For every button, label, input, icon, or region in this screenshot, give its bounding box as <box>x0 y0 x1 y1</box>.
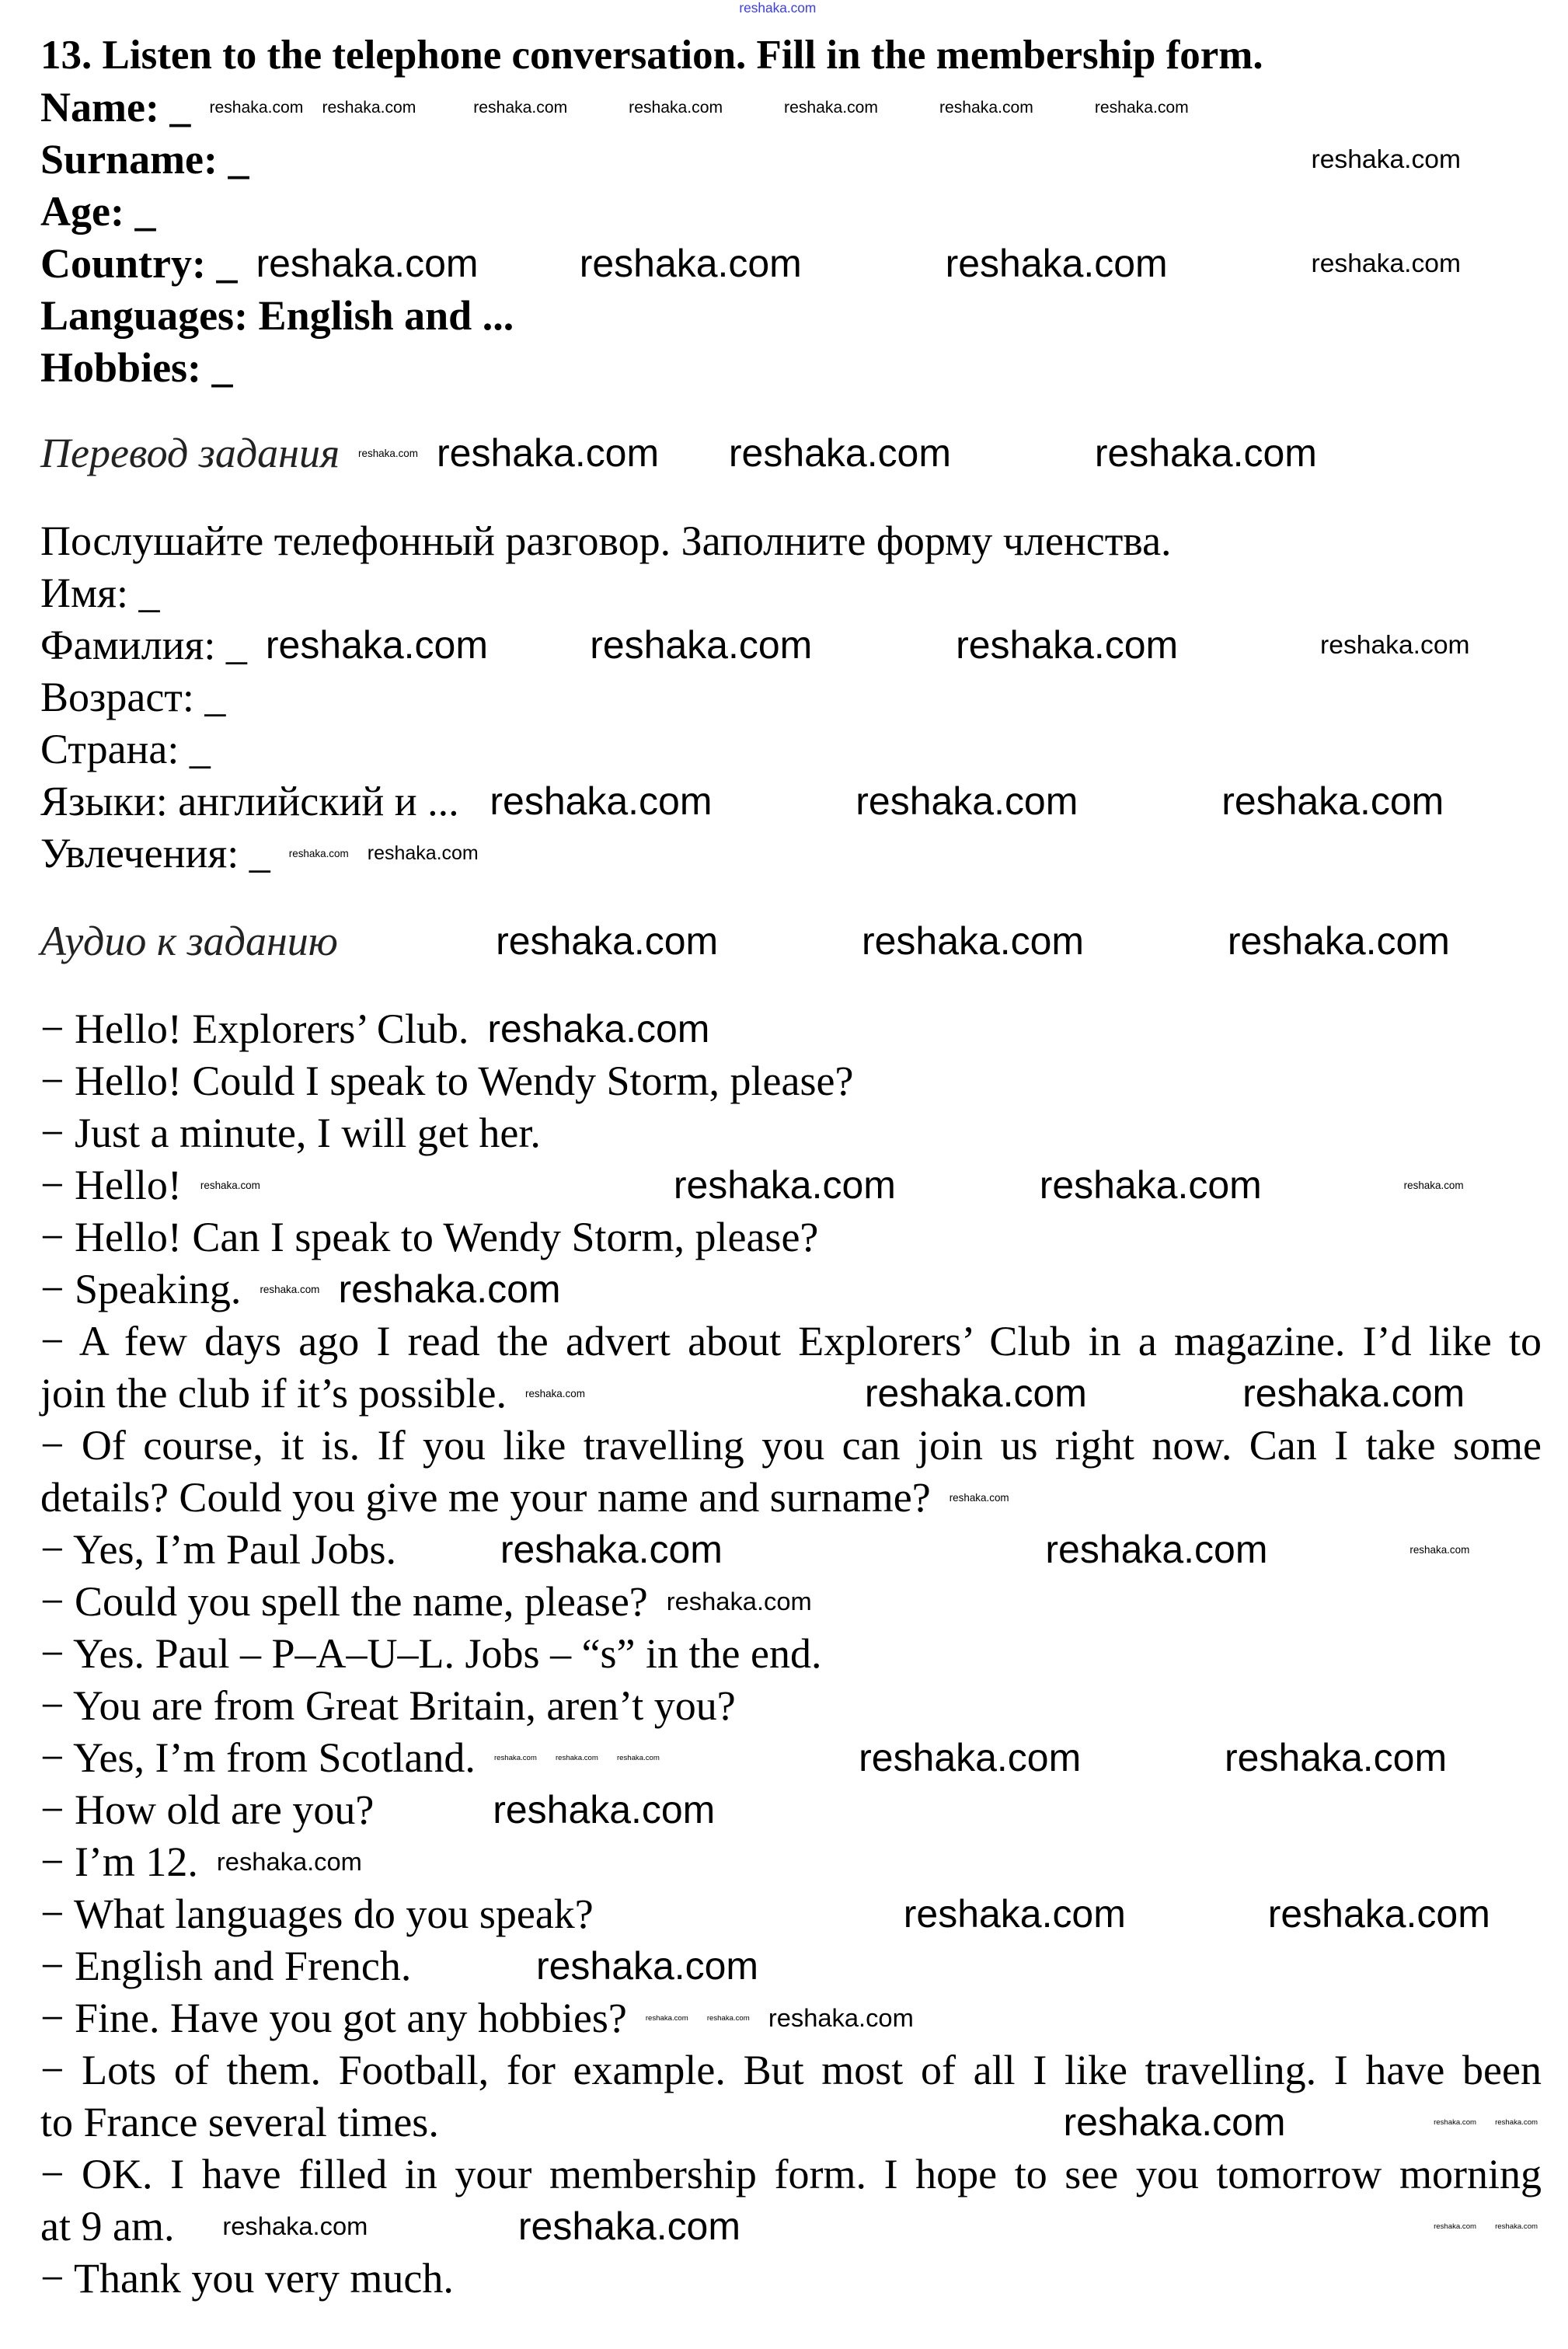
translated-field: Имя: _ <box>40 570 160 616</box>
form-field-row <box>40 82 1542 134</box>
dialogue-text-row <box>40 1888 1542 1940</box>
task-title: 13. Listen to the telephone conversation. Fill in the membership form. <box>40 33 1263 78</box>
audio-heading-row <box>40 915 1542 967</box>
watermark: reshaka.com <box>1409 1543 1470 1556</box>
header-watermark: reshaka.com <box>739 0 817 16</box>
dialogue-line <box>40 1732 1542 1784</box>
dialogue-line <box>40 1263 1542 1316</box>
translation-instruction: Послушайте телефонный разговор. Заполните форму членства. <box>40 518 1172 564</box>
watermark: reshaka.com <box>222 2211 368 2241</box>
watermark: reshaka.com <box>956 622 1179 667</box>
form-field: Country: _ <box>40 240 238 287</box>
translation-heading-row <box>40 427 1542 479</box>
watermark: reshaka.com <box>493 1787 716 1831</box>
watermark: reshaka.com <box>945 241 1168 285</box>
watermark: reshaka.com <box>437 430 660 475</box>
membership-form-fields <box>40 82 1542 394</box>
audio-heading: Аудио к заданию <box>40 918 338 964</box>
dialogue-line <box>40 1003 1542 1055</box>
watermark: reshaka.com <box>939 98 1033 117</box>
dialogue-line <box>40 1107 1542 1159</box>
watermark: reshaka.com <box>322 98 416 117</box>
watermark: reshaka.com <box>1063 2100 1286 2144</box>
watermark: reshaka.com <box>784 98 878 117</box>
dialogue-text-row <box>40 2253 1542 2305</box>
translation-fields <box>40 567 1542 880</box>
translated-field-row <box>40 671 1542 723</box>
dialogue-line <box>40 1992 1542 2044</box>
watermark: reshaka.com <box>673 1162 896 1207</box>
watermark: reshaka.com <box>903 1891 1126 1936</box>
translated-field-row <box>40 567 1542 619</box>
dialogue-line <box>40 1836 1542 1888</box>
watermark: reshaka.com <box>859 1735 1082 1779</box>
watermark: reshaka.com <box>535 1943 759 1988</box>
dialogue-text-row <box>40 2149 1542 2201</box>
watermark: reshaka.com <box>367 842 479 864</box>
watermark: reshaka.com <box>358 447 418 459</box>
watermark: reshaka.com <box>645 2013 688 2023</box>
watermark: reshaka.com <box>260 1283 320 1295</box>
dialogue-text: − Thank you very much. <box>40 2255 454 2302</box>
watermark: reshaka.com <box>1267 1891 1490 1936</box>
watermark: reshaka.com <box>1434 2117 1477 2127</box>
watermark: reshaka.com <box>1094 98 1189 117</box>
watermark: reshaka.com <box>1045 1527 1268 1571</box>
dialogue-text-row <box>40 1524 1542 1576</box>
dialogue-line <box>40 1888 1542 1940</box>
dialogue-text-row <box>40 1263 1542 1316</box>
dialogue-text: − Yes. Paul – P–A–U–L. Jobs – “s” in the end. <box>40 1630 822 1677</box>
dialogue-line <box>40 1420 1542 1524</box>
form-field: Age: _ <box>40 188 156 235</box>
dialogue-text-row <box>40 2044 1542 2096</box>
dialogue-text: to France several times. <box>40 2099 439 2145</box>
document-body <box>40 30 1542 2305</box>
dialogue-text-row <box>40 1940 1542 1992</box>
dialogue-text-row <box>40 1836 1542 1888</box>
watermark: reshaka.com <box>768 2003 914 2033</box>
dialogue-text-row <box>40 1368 1542 1420</box>
dialogue-text: − Of course, it is. If you like travelling you can join us right now. Can I take some <box>40 1422 1542 1469</box>
watermark: reshaka.com <box>1320 630 1470 660</box>
watermark: reshaka.com <box>1242 1371 1465 1415</box>
dialogue-text: − Could you spell the name, please? <box>40 1578 648 1625</box>
dialogue-text-row <box>40 1211 1542 1263</box>
dialogue-text: − Hello! Can I speak to Wendy Storm, please? <box>40 1214 819 1260</box>
dialogue-text: − English and French. <box>40 1943 412 1989</box>
dialogue-transcript <box>40 1003 1542 2305</box>
dialogue-text-row <box>40 1316 1542 1368</box>
watermark: reshaka.com <box>338 1267 561 1311</box>
dialogue-text: − Hello! <box>40 1162 182 1208</box>
dialogue-line <box>40 1524 1542 1576</box>
watermark: reshaka.com <box>1039 1162 1262 1207</box>
watermark: reshaka.com <box>579 241 802 285</box>
dialogue-text: − Fine. Have you got any hobbies? <box>40 1995 627 2041</box>
watermark: reshaka.com <box>1403 1179 1464 1191</box>
watermark: reshaka.com <box>216 1847 362 1877</box>
dialogue-line <box>40 1576 1542 1628</box>
watermark: reshaka.com <box>1311 145 1462 174</box>
translated-field: Фамилия: _ <box>40 622 247 668</box>
watermark: reshaka.com <box>949 1491 1009 1504</box>
dialogue-text-row <box>40 1107 1542 1159</box>
dialogue-line <box>40 1316 1542 1420</box>
watermark: reshaka.com <box>629 98 723 117</box>
watermark: reshaka.com <box>1311 249 1462 278</box>
form-field: Hobbies: _ <box>40 344 233 391</box>
dialogue-text-row <box>40 1420 1542 1472</box>
dialogue-text-row <box>40 2201 1542 2253</box>
watermark: reshaka.com <box>493 1753 537 1762</box>
dialogue-text-row <box>40 1992 1542 2044</box>
dialogue-line <box>40 1211 1542 1263</box>
watermark: reshaka.com <box>616 1753 660 1762</box>
dialogue-text: join the club if it’s possible. <box>40 1370 507 1417</box>
dialogue-line <box>40 2253 1542 2305</box>
form-field: Surname: _ <box>40 136 249 183</box>
watermark: reshaka.com <box>200 1179 260 1191</box>
dialogue-line <box>40 1628 1542 1680</box>
watermark: reshaka.com <box>265 622 488 667</box>
dialogue-text-row <box>40 1576 1542 1628</box>
watermark: reshaka.com <box>590 622 813 667</box>
dialogue-line <box>40 2044 1542 2149</box>
dialogue-text-row <box>40 1680 1542 1732</box>
dialogue-text-row <box>40 1732 1542 1784</box>
dialogue-line <box>40 1784 1542 1836</box>
watermark: reshaka.com <box>1221 779 1444 823</box>
form-field: Languages: English and ... <box>40 292 514 339</box>
dialogue-text: − Speaking. <box>40 1266 242 1312</box>
dialogue-text-row <box>40 1472 1542 1524</box>
translated-field-row <box>40 619 1542 671</box>
dialogue-text: − OK. I have filled in your membership form. I hope to see you tomorrow morning <box>40 2151 1542 2197</box>
task-title-row <box>40 30 1542 82</box>
dialogue-text: − Hello! Explorers’ Club. <box>40 1005 469 1052</box>
watermark: reshaka.com <box>490 779 713 823</box>
form-field-row <box>40 134 1542 186</box>
translated-field: Страна: _ <box>40 726 211 772</box>
watermark: reshaka.com <box>524 1387 585 1399</box>
translated-field: Возраст: _ <box>40 674 226 720</box>
translated-field-row <box>40 775 1542 828</box>
dialogue-text-row <box>40 1159 1542 1211</box>
dialogue-text-row <box>40 1784 1542 1836</box>
watermark: reshaka.com <box>209 98 304 117</box>
dialogue-text-row <box>40 1628 1542 1680</box>
form-field-row <box>40 186 1542 238</box>
watermark: reshaka.com <box>861 918 1085 963</box>
dialogue-text: − Just a minute, I will get her. <box>40 1110 541 1156</box>
watermark: reshaka.com <box>1225 1735 1448 1779</box>
watermark: reshaka.com <box>496 918 719 963</box>
watermark: reshaka.com <box>1227 918 1450 963</box>
translation-instruction-row <box>40 515 1542 567</box>
translation-heading: Перевод задания <box>40 430 340 476</box>
watermark: reshaka.com <box>256 241 479 285</box>
watermark: reshaka.com <box>500 1527 723 1571</box>
dialogue-text: − Yes, I’m from Scotland. <box>40 1734 476 1781</box>
translated-field-row <box>40 828 1542 880</box>
dialogue-line <box>40 1159 1542 1211</box>
watermark: reshaka.com <box>487 1006 710 1051</box>
dialogue-line <box>40 1940 1542 1992</box>
translated-field: Языки: английский и ... <box>40 778 459 824</box>
watermark: reshaka.com <box>1094 430 1317 475</box>
watermark: reshaka.com <box>1495 2117 1538 2127</box>
dialogue-text: − Hello! Could I speak to Wendy Storm, please? <box>40 1058 854 1104</box>
dialogue-text-row <box>40 1055 1542 1107</box>
watermark: reshaka.com <box>728 430 951 475</box>
dialogue-text-row <box>40 2096 1542 2149</box>
dialogue-text: − Lots of them. Football, for example. But most of all I like travelling. I have been <box>40 2047 1542 2093</box>
form-field-row <box>40 290 1542 342</box>
watermark: reshaka.com <box>666 1587 812 1616</box>
dialogue-text: − What languages do you speak? <box>40 1891 594 1937</box>
watermark: reshaka.com <box>517 2204 740 2248</box>
dialogue-text: − You are from Great Britain, aren’t you? <box>40 1682 736 1729</box>
watermark: reshaka.com <box>706 2013 750 2023</box>
dialogue-line <box>40 1680 1542 1732</box>
translated-field: Увлечения: _ <box>40 830 270 877</box>
dialogue-text: − A few days ago I read the advert about Explorers’ Club in a magazine. I’d like to <box>40 1318 1542 1364</box>
dialogue-text: − I’m 12. <box>40 1838 198 1885</box>
form-field-row <box>40 238 1542 290</box>
watermark: reshaka.com <box>864 1371 1087 1415</box>
dialogue-text: − Yes, I’m Paul Jobs. <box>40 1526 397 1573</box>
watermark: reshaka.com <box>473 98 568 117</box>
dialogue-line <box>40 1055 1542 1107</box>
dialogue-text: details? Could you give me your name and surname? <box>40 1474 931 1521</box>
watermark: reshaka.com <box>1434 2222 1477 2231</box>
dialogue-text: at 9 am. <box>40 2203 175 2250</box>
dialogue-text-row <box>40 1003 1542 1055</box>
translated-field-row <box>40 723 1542 775</box>
dialogue-text: − How old are you? <box>40 1786 375 1833</box>
watermark: reshaka.com <box>1495 2222 1538 2231</box>
watermark: reshaka.com <box>855 779 1078 823</box>
form-field: Name: _ <box>40 84 191 131</box>
watermark: reshaka.com <box>555 1753 598 1762</box>
form-field-row <box>40 342 1542 394</box>
dialogue-line <box>40 2149 1542 2253</box>
watermark: reshaka.com <box>288 847 349 859</box>
